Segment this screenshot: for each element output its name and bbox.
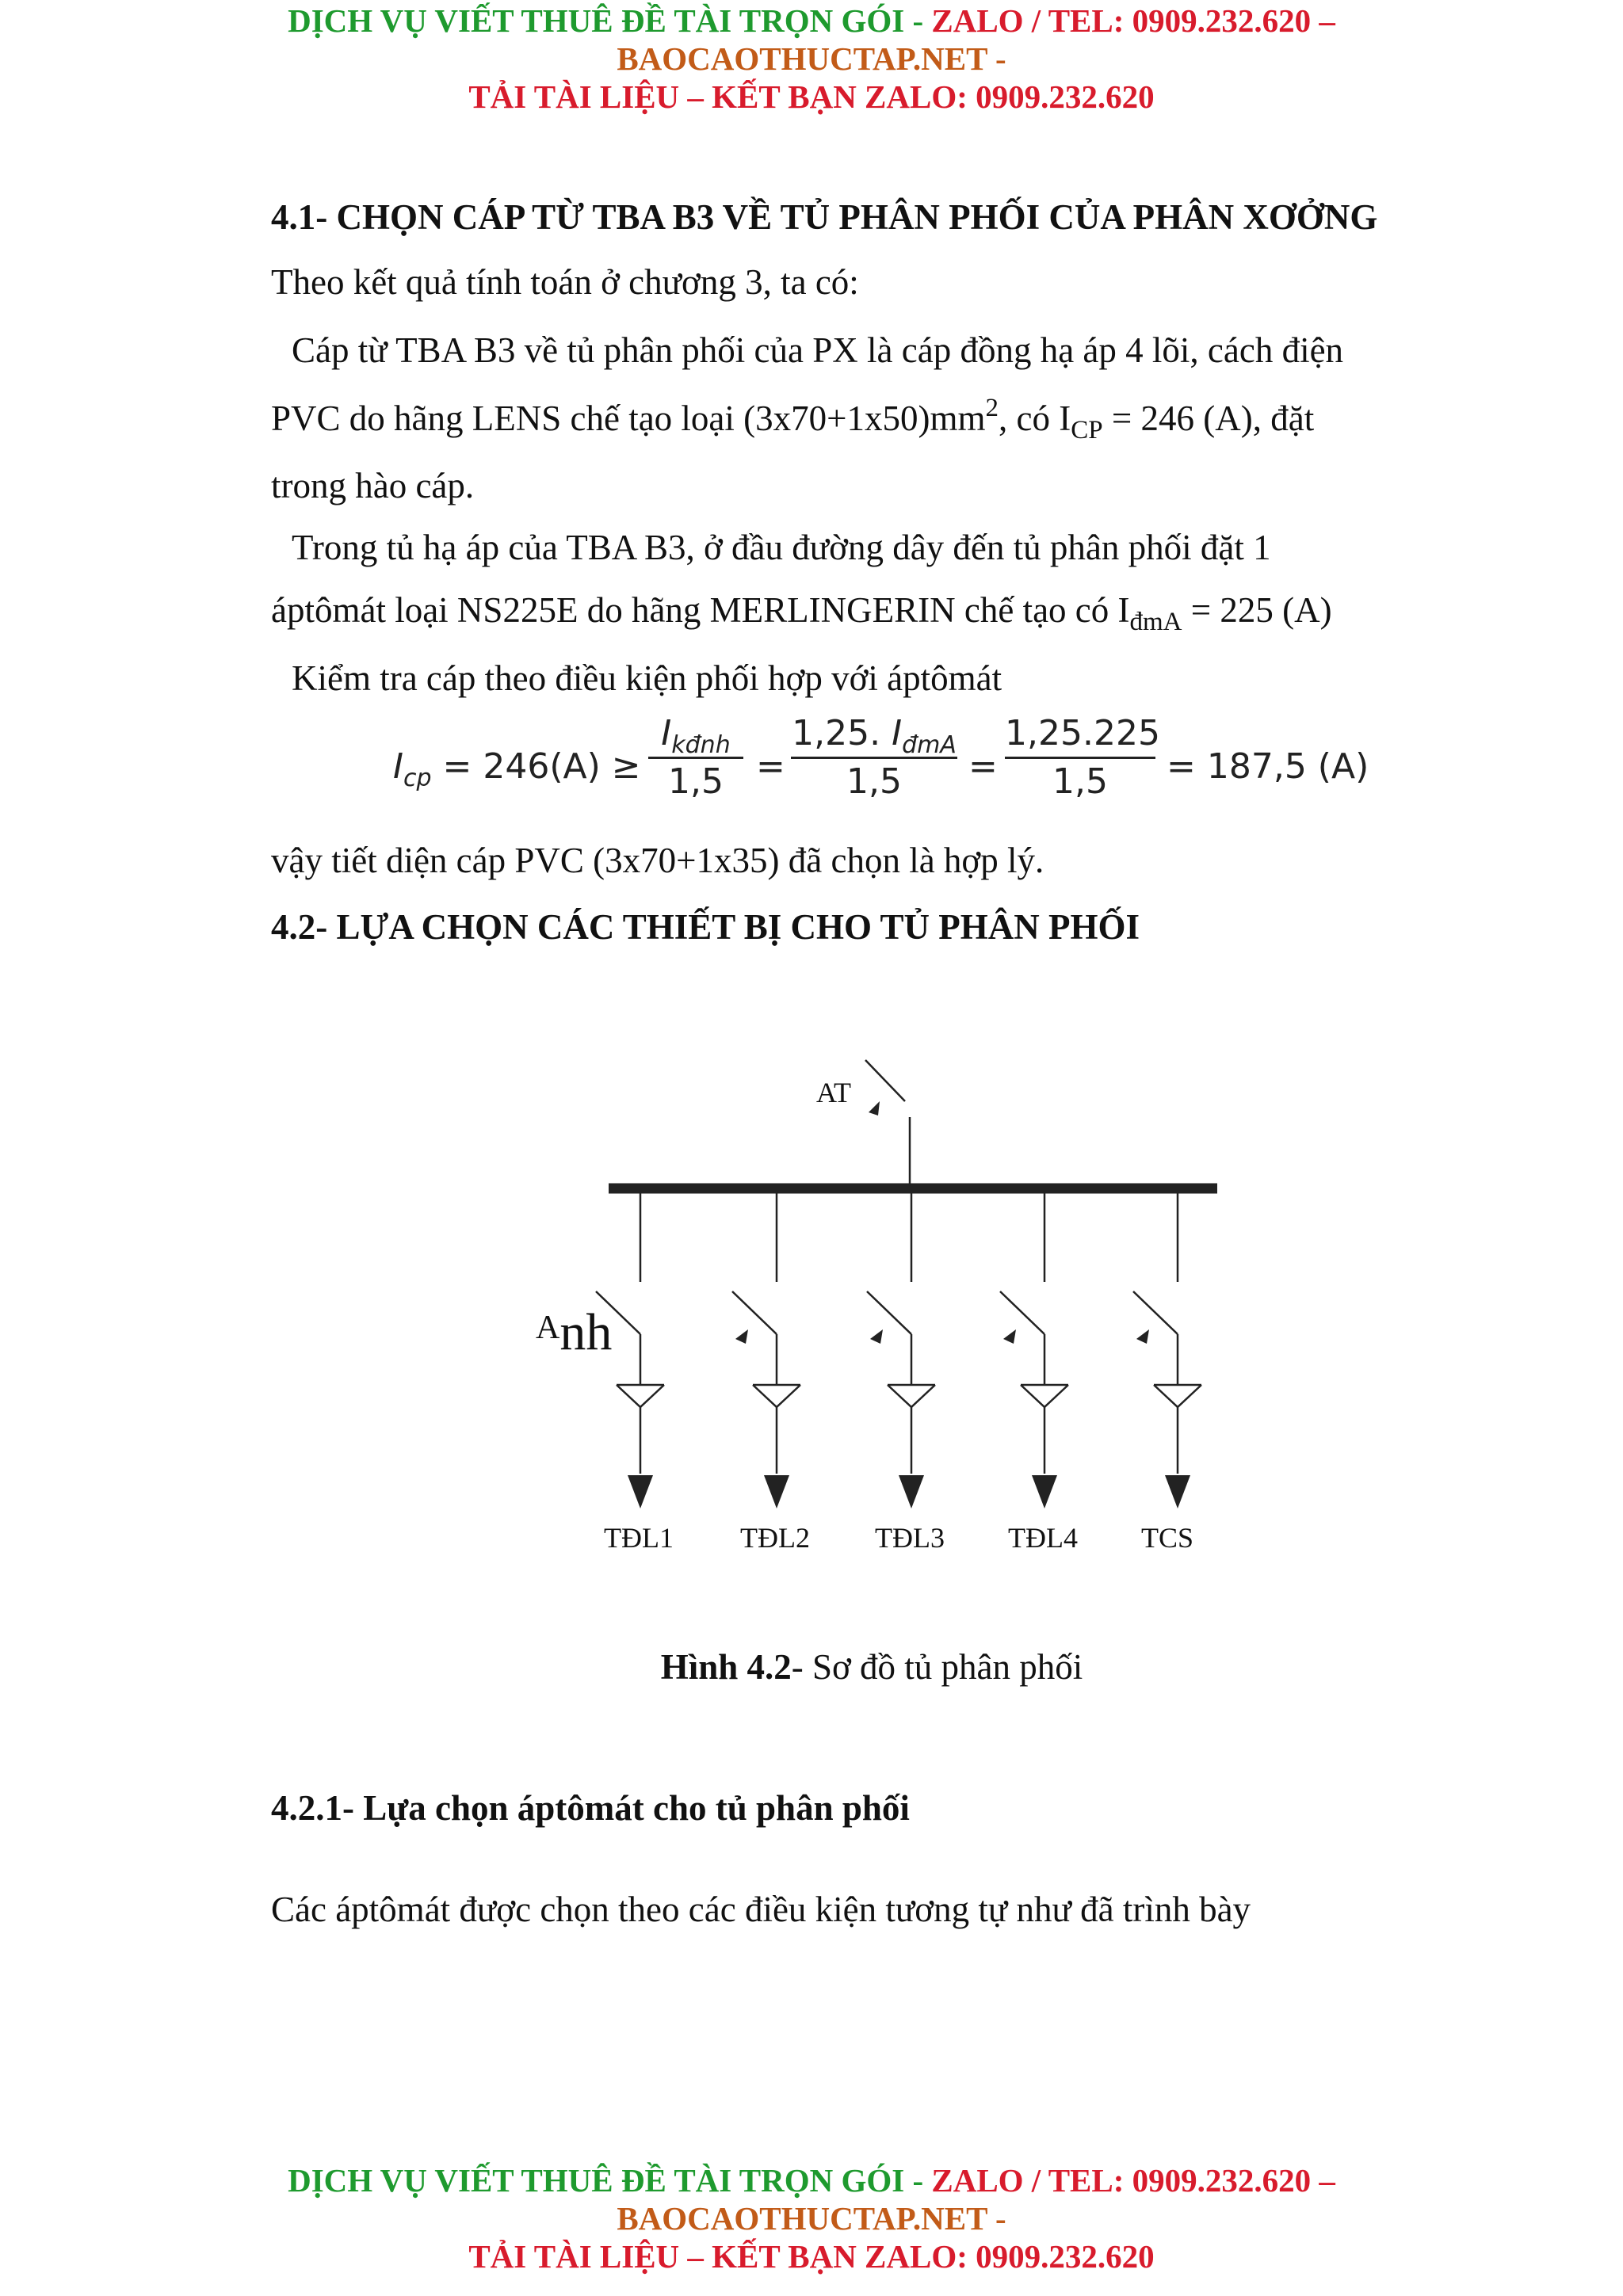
banner-contact-text: ZALO / TEL: 0909.232.620 – (931, 2162, 1335, 2199)
banner-website: BAOCAOTHUCTAP.NET - (617, 2200, 1006, 2237)
paragraph: Kiểm tra cáp theo điều kiện phối hợp với áptômát (292, 658, 1002, 698)
feeder-label: TĐL3 (875, 1522, 945, 1554)
branch-breaker-arrow (1136, 1329, 1149, 1344)
figure-caption: Hình 4.2- Sơ đồ tủ phân phối (660, 1647, 1083, 1687)
section-41-heading: 4.1- CHỌN CÁP TỪ TBA B3 VỀ TỦ PHÂN PHỐI CỦA PHÂN XƠỞNG (271, 197, 1378, 237)
feeder-label: TCS (1141, 1522, 1194, 1554)
paragraph: PVC do hãng LENS chế tạo loại $(3x70+1x50)mm^2$, có $I_{CP} = 246$ (A), đặt (271, 394, 1315, 444)
footer-banner (0, 2161, 1623, 2275)
paragraph: trong hào cáp. (271, 466, 475, 505)
branch-breaker-arrow (1003, 1329, 1016, 1344)
main-breaker-label: AT (816, 1077, 851, 1108)
paragraph: Các áptômát được chọn theo các điều kiện tương tự như đã trình bày (271, 1890, 1251, 1929)
single-line-diagram (0, 1030, 1623, 1585)
fuse-symbol (617, 1385, 664, 1407)
conclusion-paragraph: vậy tiết diện cáp PVC (3x70+1x35) đã chọn là hợp lý. (271, 841, 1044, 880)
feeder-label: TĐL4 (1008, 1522, 1078, 1554)
paragraph: Trong tủ hạ áp của TBA B3, ở đầu đường dây đến tủ phân phối đặt 1 (292, 528, 1271, 567)
banner-website: BAOCAOTHUCTAP.NET - (617, 40, 1006, 77)
banner-contact-text: ZALO / TEL: 0909.232.620 – (931, 2, 1335, 39)
banner-service-text: DỊCH VỤ VIẾT THUÊ ĐỀ TÀI TRỌN GÓI - (288, 2, 932, 39)
load-arrow (628, 1475, 653, 1508)
distribution-panel-diagram (0, 1030, 1623, 1589)
section-42-heading: 4.2- LỰA CHỌN CÁC THIẾT BỊ CHO TỦ PHÂN PHỐI (271, 907, 1140, 947)
fuse-symbol (888, 1385, 935, 1407)
feeder-label: TĐL1 (604, 1522, 674, 1554)
banner-download-text: TẢI TÀI LIỆU – KẾT BẠN ZALO: 0909.232.620 (468, 2238, 1155, 2275)
branch-breaker-contact (732, 1291, 777, 1334)
branch-breaker-arrow (870, 1329, 883, 1344)
banner-service-text: DỊCH VỤ VIẾT THUÊ ĐỀ TÀI TRỌN GÓI - (288, 2162, 932, 2199)
branch-breaker-contact (1133, 1291, 1178, 1334)
fuse-symbol (1021, 1385, 1068, 1407)
header-banner (0, 2, 1623, 116)
branch-breaker-label: Anh (536, 1303, 613, 1361)
banner-download-text: TẢI TÀI LIỆU – KẾT BẠN ZALO: 0909.232.620 (468, 78, 1155, 115)
load-arrow (899, 1475, 924, 1508)
branch-breaker-arrow (735, 1329, 748, 1344)
branch-breaker-contact (1000, 1291, 1044, 1334)
fuse-symbol (1154, 1385, 1201, 1407)
section-421-heading: 4.2.1- Lựa chọn áptômát cho tủ phân phối (271, 1788, 910, 1828)
fuse-symbol (753, 1385, 800, 1407)
main-breaker-contact (865, 1060, 905, 1101)
paragraph: áptômát loại NS225E do hãng MERLINGERIN chế tạo có $I_{đmA} = 225$ (A) (271, 590, 1332, 636)
main-breaker-arrow (869, 1101, 880, 1116)
load-arrow (764, 1475, 789, 1508)
branch-breaker-contact (867, 1291, 911, 1334)
feeder-label: TĐL2 (740, 1522, 810, 1554)
load-arrow (1165, 1475, 1190, 1508)
paragraph: Theo kết quả tính toán ở chương 3, ta có: (271, 262, 859, 302)
load-arrow (1032, 1475, 1057, 1508)
paragraph: Cáp từ TBA B3 về tủ phân phối của PX là cáp đồng hạ áp 4 lõi, cách điện (292, 330, 1344, 370)
